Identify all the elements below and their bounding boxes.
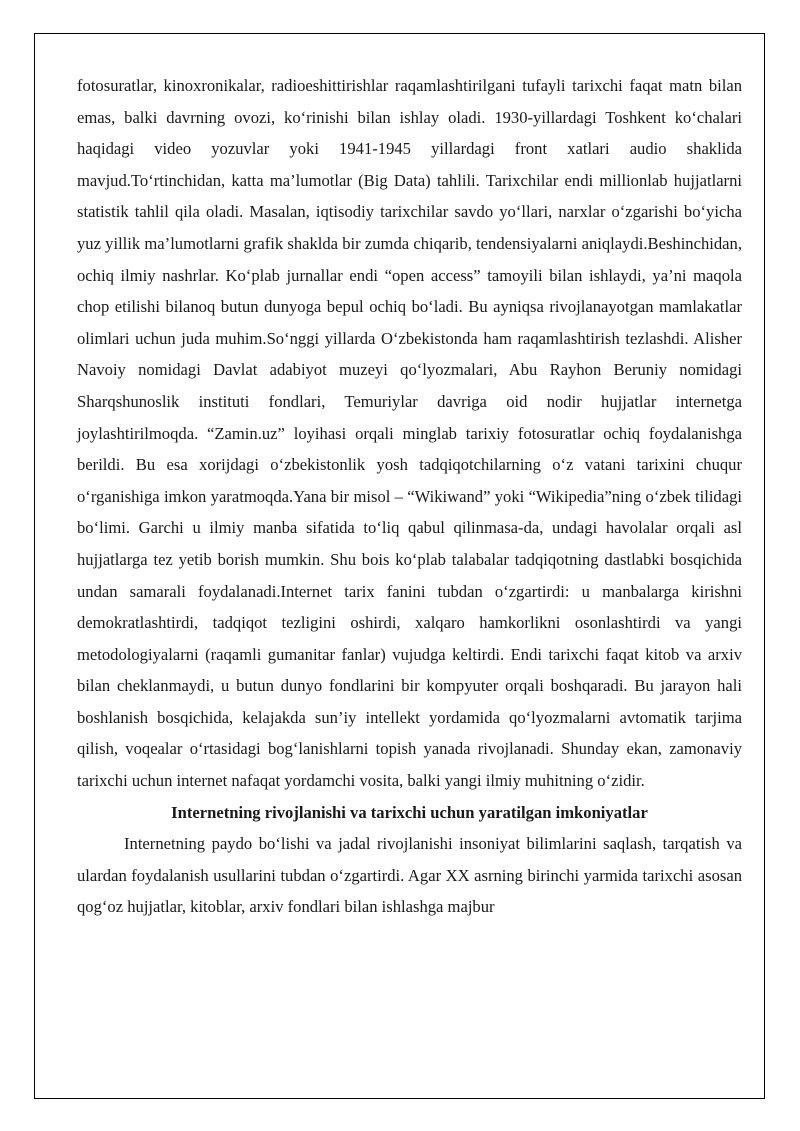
body-paragraph-section-start: Internetning paydo bo‘lishi va jadal rivojlanishi insoniyat bilimlarini saqlash, tarqatish va ulardan foydalanish usullarini tubdan o‘zgartirdi. Agar XX asrning birinchi yarmida tarixchi asosan qog‘oz hujjatlar, kitoblar, arxiv fondlari bilan ishlashga majbur	[77, 834, 742, 917]
section-heading: Internetning rivojlanishi va tarixchi uchun yaratilgan imkoniyatlar	[171, 802, 648, 822]
body-paragraph: fotosuratlar, kinoxronikalar, radioeshittirishlar raqamlashtirilgani tufayli tarixchi faqat matn bilan emas, balki davrning ovozi, ko‘rinishi bilan ishlay oladi. 1930-yillardagi Toshkent ko‘chalari haqidagi video yozuvlar yoki 1941-1945 yillardagi front xatlari audio shaklida mavjud.To‘rtinchidan, katta ma’lumotlar (Big Data) tahlili. Tarixchilar endi millionlab hujjatlarni statistik tahlil qila oladi. Masalan, iqtisodiy tarixchilar savdo yo‘llari, narxlar o‘zgarishi bo‘yicha yuz yillik ma’lumotlarni grafik shaklda bir zumda chiqarib, tendensiyalarni aniqlaydi.Beshinchidan, ochiq ilmiy nashrlar. Ko‘plab jurnallar endi “open access” tamoyili bilan ishlaydi, ya’ni maqola chop etilishi bilanoq butun dunyoga bepul ochiq bo‘ladi. Bu ayniqsa rivojlanayotgan mamlakatlar olimlari uchun juda muhim.So‘nggi yillarda O‘zbekistonda ham raqamlashtirish tezlashdi. Alisher Navoiy nomidagi Davlat adabiyot muzeyi qo‘lyozmalari, Abu Rayhon Beruniy nomidagi Sharqshunoslik instituti fondlari, Temuriylar davriga oid nodir hujjatlar internetga joylashtirilmoqda. “Zamin.uz” loyihasi orqali minglab tarixiy fotosuratlar ochiq foydalanishga berildi. Bu esa xorijdagi o‘zbekistonlik yosh tadqiqotchilarning o‘z vatani tarixini chuqur o‘rganishiga imkon yaratmoqda.Yana bir misol – “Wikiwand” yoki “Wikipedia”ning o‘zbek tilidagi bo‘limi. Garchi u ilmiy manba sifatida to‘liq qabul qilinmasa-da, undagi havolalar orqali asl hujjatlarga tez yetib borish mumkin. Shu bois ko‘plab talabalar tadqiqotning dastlabki bosqichida undan samarali foydalanadi.Internet tarix fanini tubdan o‘zgartirdi: u manbalarga kirishni demokratlashtirdi, tadqiqot tezligini oshirdi, xalqaro hamkorlikni osonlashtirdi va yangi metodologiyalarni (raqamli gumanitar fanlar) vujudga keltirdi. Endi tarixchi faqat kitob va arxiv bilan cheklanmaydi, u butun dunyo fondlarini bir kompyuter orqali boshqaradi. Bu jarayon hali boshlanish bosqichida, kelajakda sun’iy intellekt yordamida qo‘lyozmalarni avtomatik tarjima qilish, voqealar o‘rtasidagi bog‘lanishlarni topish yanada rivojlanadi. Shunday ekan, zamonaviy tarixchi uchun internet nafaqat yordamchi vosita, balki yangi ilmiy muhitning o‘zidir.	[77, 76, 742, 791]
document-body	[77, 70, 742, 923]
